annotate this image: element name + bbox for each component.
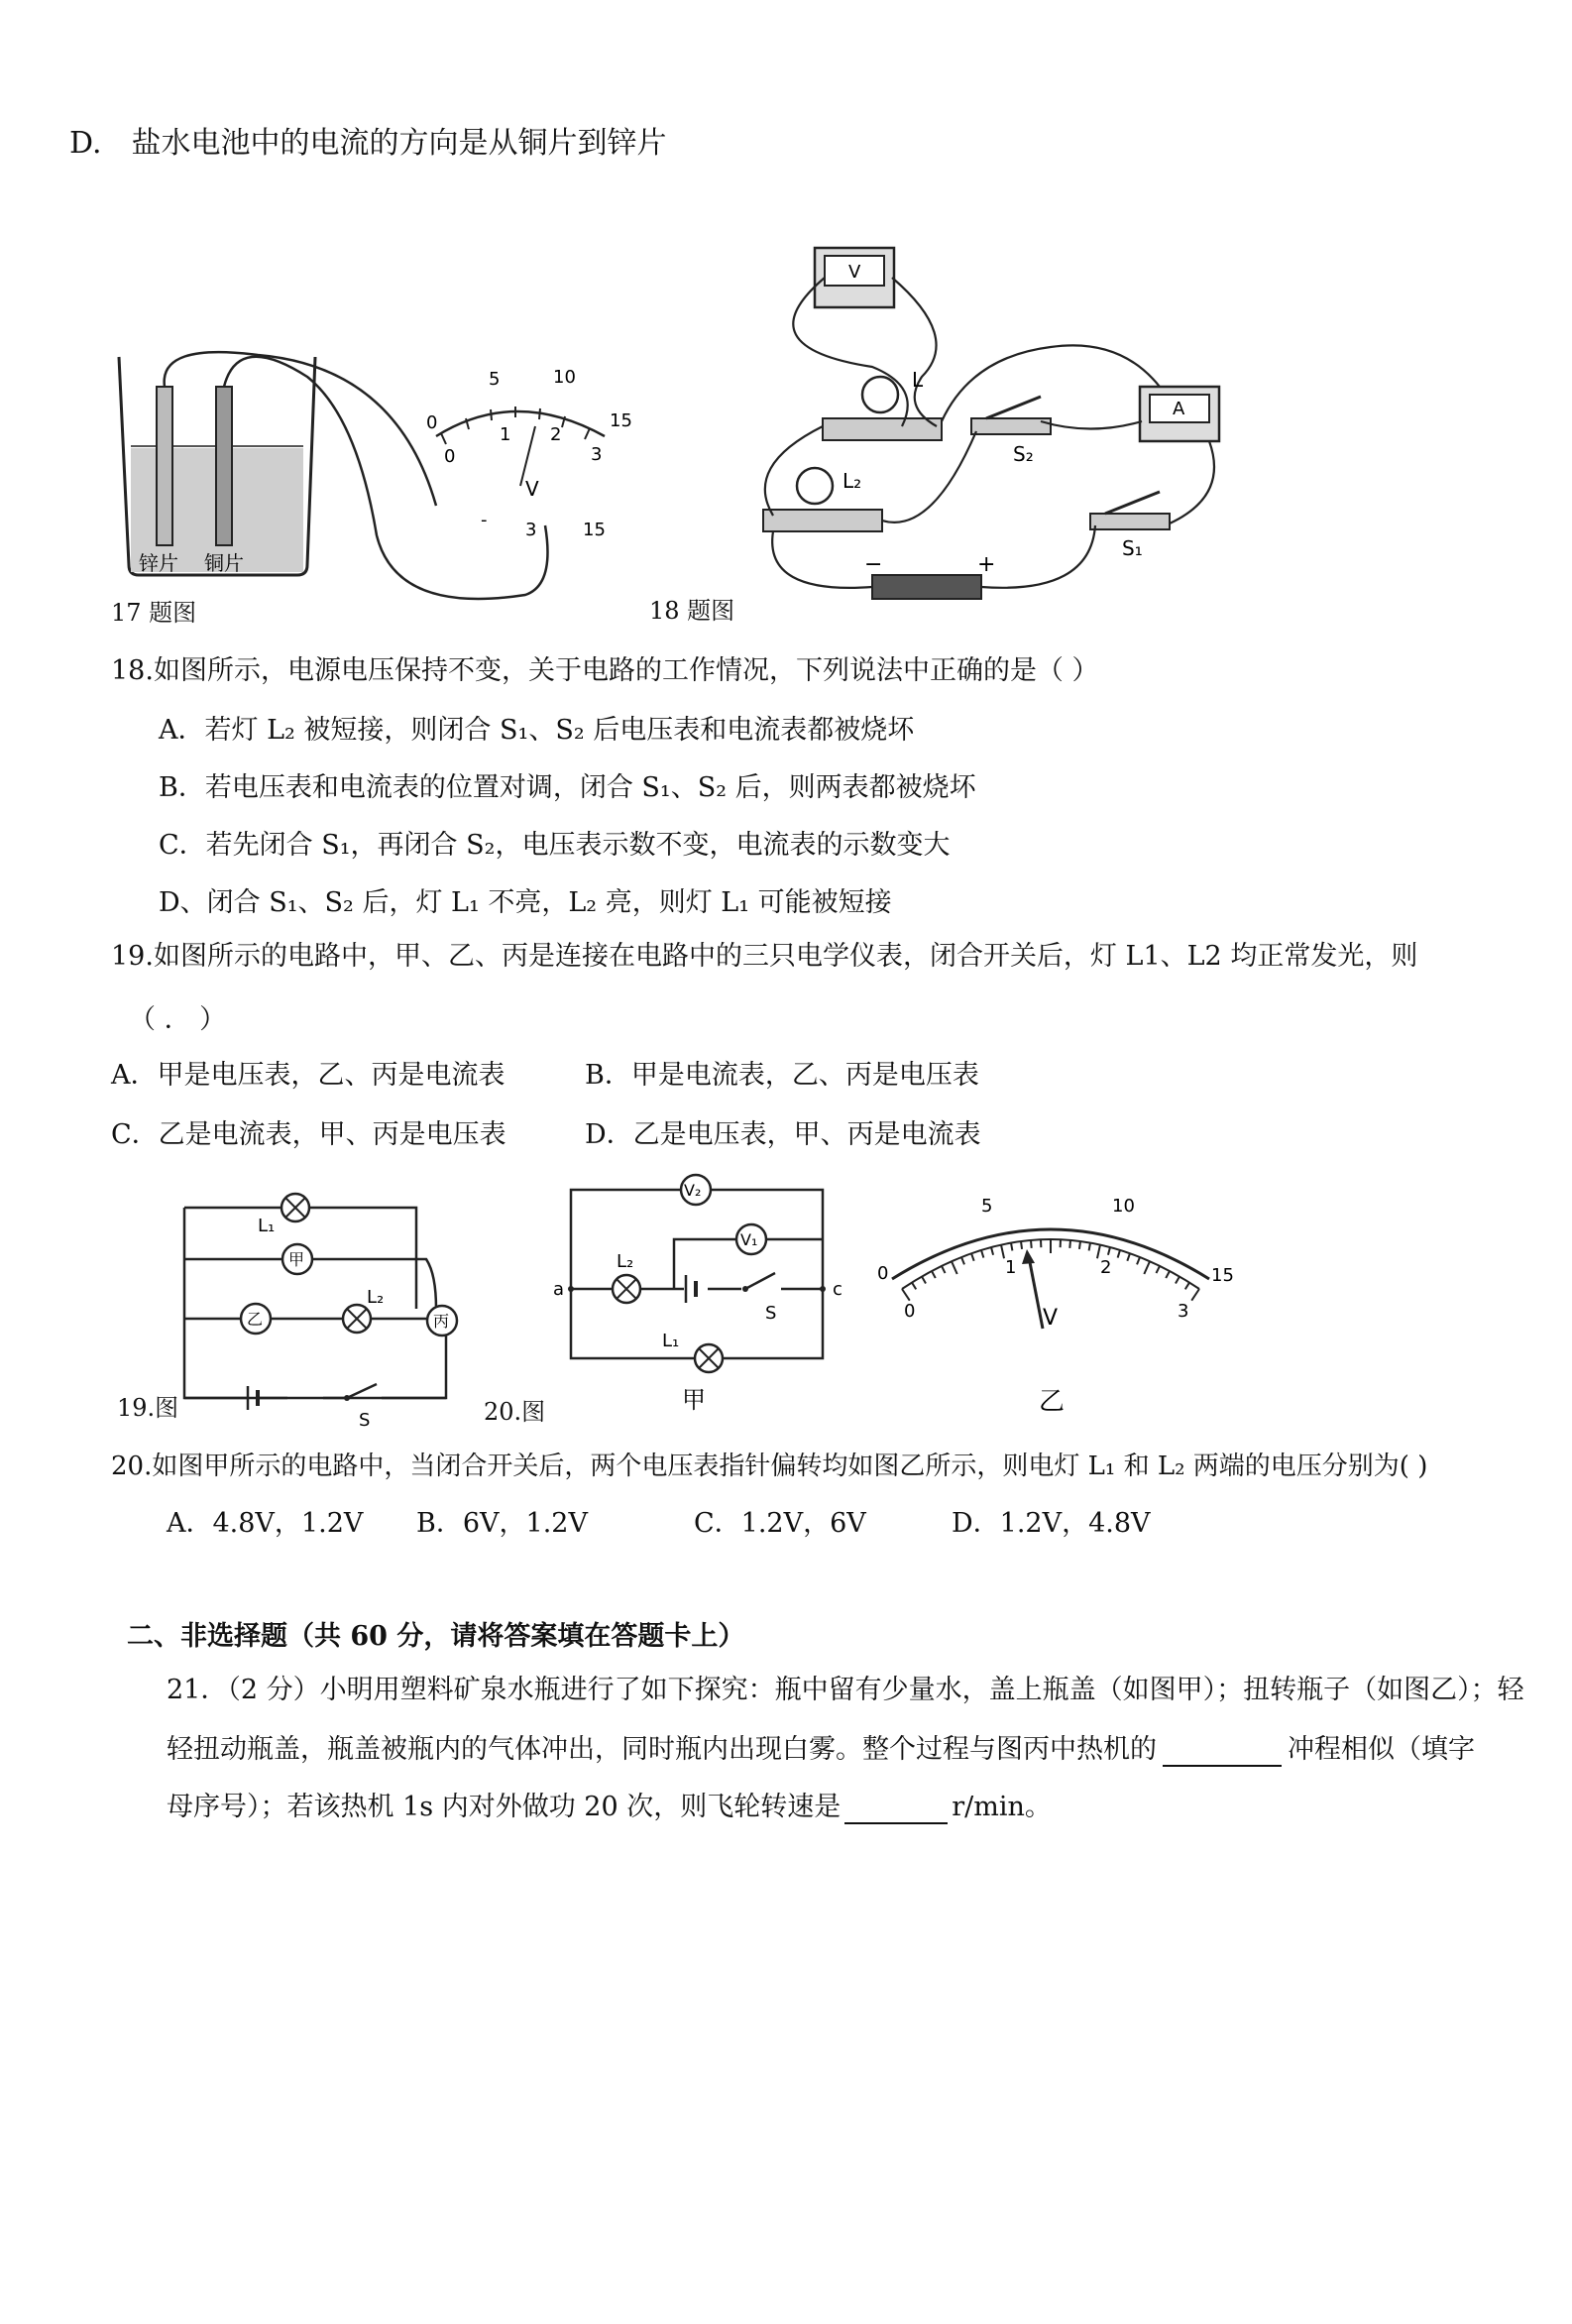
fig20-dial-tick xyxy=(1031,1240,1032,1248)
fig17-scale-bottom-1: 1 xyxy=(500,424,511,445)
fig20-yi-label: 乙 xyxy=(1039,1387,1066,1417)
fig20-dial-tick xyxy=(1156,1266,1160,1273)
q20-option-b: B．6V，1.2V xyxy=(416,1508,588,1539)
fig19-caption: 19.图 xyxy=(117,1394,179,1422)
q18-stem: 18.如图所示，电源电压保持不变，关于电路的工作情况，下列说法中正确的是（ ） xyxy=(111,655,1099,686)
fig20-dial-tick xyxy=(1127,1253,1130,1261)
fig20-dial-tick xyxy=(1166,1271,1170,1278)
fig20-a-label: a xyxy=(553,1279,565,1300)
fig17-terminal-3: 3 xyxy=(525,520,537,540)
fig20-meter-v: V xyxy=(1043,1306,1059,1331)
fig20-scale-bottom-2: 2 xyxy=(1100,1257,1112,1278)
fig20-c-label: c xyxy=(833,1279,842,1300)
q19-option-b: B．甲是电流表，乙、丙是电压表 xyxy=(585,1060,979,1091)
fig17-scale-top-0: 0 xyxy=(426,412,438,433)
fig20-dial-tick xyxy=(1021,1241,1022,1249)
fig20-dial-tick xyxy=(1089,1243,1090,1251)
q20-option-a: A．4.8V，1.2V xyxy=(167,1508,364,1539)
q20-stem: 20.如图甲所示的电路中，当闭合开关后，两个电压表指针偏转均如图乙所示，则电灯 L₁ 和 L₂ 两端的电压分别为( ) xyxy=(111,1452,1428,1481)
q21-line1: 21．（2 分）小明用塑料矿泉水瓶进行了如下探究：瓶中留有少量水，盖上瓶盖（如图甲）；扭转瓶子（如图乙）；轻 xyxy=(167,1675,1524,1705)
fig17-terminal-15: 15 xyxy=(583,520,606,540)
fig20-scale-bottom-1: 1 xyxy=(1005,1257,1017,1278)
fig20-dial-tick xyxy=(1191,1289,1199,1301)
fig20-dial-tick xyxy=(1108,1247,1110,1255)
fig18-caption: 18 题图 xyxy=(649,597,735,625)
q20-option-d: D．1.2V，4.8V xyxy=(952,1508,1151,1539)
fig20-dial-tick xyxy=(1069,1240,1070,1248)
q21-line2-text-a: 轻扭动瓶盖，瓶盖被瓶内的气体冲出，同时瓶内出现白雾。整个过程与图丙中热机的 xyxy=(167,1734,1157,1765)
fig20-dial-tick xyxy=(932,1271,936,1278)
fig19-jia-label: 甲 xyxy=(288,1250,305,1269)
fig20-dial-tick xyxy=(1118,1250,1120,1258)
fig20-dial-tick xyxy=(922,1277,926,1284)
fig17-scale-bottom-3: 3 xyxy=(591,444,603,465)
fig19-circuit xyxy=(149,1180,466,1431)
fig20-dial-tick xyxy=(971,1253,974,1261)
fig18-l1-label: L xyxy=(912,368,924,392)
fig20-scale-bottom-3: 3 xyxy=(1178,1301,1189,1322)
fig20-yi-dial xyxy=(872,1190,1234,1428)
fig17-zinc-label: 锌片 xyxy=(139,551,178,575)
fig20-v1-label: V₁ xyxy=(740,1230,758,1249)
fig17-copper-label: 铜片 xyxy=(204,551,244,575)
fig17-scale-bottom-0: 0 xyxy=(444,446,456,467)
q18-option-c: C．若先闭合 S₁，再闭合 S₂，电压表示数不变，电流表的示数变大 xyxy=(159,830,951,861)
fig20-dial-tick xyxy=(991,1247,993,1255)
fig17-terminal-minus: - xyxy=(481,510,488,530)
q19-stem-line1: 19.如图所示的电路中，甲、乙、丙是连接在电路中的三只电学仪表，闭合开关后，灯 L1、L2 均正常发光，则 xyxy=(111,941,1418,972)
fig20-dial-tick xyxy=(961,1257,964,1264)
fig17-meter-v: V xyxy=(525,477,539,501)
fig20-scale-top-0: 0 xyxy=(877,1263,889,1284)
fig19-s-label: S xyxy=(359,1410,371,1431)
fig20-scale-top-5: 5 xyxy=(981,1196,993,1217)
fig20-dial-tick xyxy=(1176,1277,1179,1284)
fig18-s2-label: S₂ xyxy=(1013,442,1034,466)
fig20-scale-top-10: 10 xyxy=(1112,1196,1135,1217)
fig20-jia-label: 甲 xyxy=(682,1386,706,1414)
q21-blank-stroke[interactable] xyxy=(1163,1739,1282,1767)
q21-line2 xyxy=(167,1733,1475,1767)
q21-line3-text-b: r/min。 xyxy=(952,1792,1052,1822)
fig20-dial-tick xyxy=(1001,1245,1004,1259)
q21-blank-speed[interactable] xyxy=(844,1797,948,1824)
q19-option-d: D．乙是电压表，甲、丙是电流表 xyxy=(585,1119,981,1150)
q19-option-a: A．甲是电压表，乙、丙是电流表 xyxy=(111,1060,505,1091)
q20-option-c: C．1.2V，6V xyxy=(694,1508,866,1539)
fig20-caption: 20.图 xyxy=(484,1398,546,1426)
fig18-battery-minus: − xyxy=(864,552,883,577)
q18-option-d: D、闭合 S₁、S₂ 后，灯 L₁ 不亮，L₂ 亮，则灯 L₁ 可能被短接 xyxy=(159,887,892,918)
fig20-scale-bottom-0: 0 xyxy=(904,1301,916,1322)
fig17-scale-top-15: 15 xyxy=(610,410,632,431)
fig20-dial-tick xyxy=(1144,1261,1150,1274)
q18-option-b: B．若电压表和电流表的位置对调，闭合 S₁、S₂ 后，则两表都被烧坏 xyxy=(159,772,976,803)
section2-heading: 二、非选择题（共 60 分，请将答案填在答题卡上） xyxy=(127,1621,745,1652)
fig18-circuit xyxy=(753,238,1249,615)
fig20-s-label: S xyxy=(765,1303,777,1324)
fig18-battery-plus: + xyxy=(977,552,996,577)
fig20-dial-tick xyxy=(1137,1257,1140,1264)
fig18-l2-label: L₂ xyxy=(842,469,862,493)
svg-text:A: A xyxy=(1173,399,1185,419)
fig20-dial-tick xyxy=(981,1250,983,1258)
svg-text:V: V xyxy=(848,262,861,283)
fig20-jia-circuit xyxy=(535,1170,872,1428)
fig19-l2-label: L₂ xyxy=(367,1287,385,1308)
fig20-l1-label: L₁ xyxy=(662,1331,680,1351)
fig20-dial-tick xyxy=(1185,1283,1189,1290)
fig17-scale-bottom-2: 2 xyxy=(550,424,562,445)
fig19-yi-label: 乙 xyxy=(247,1310,264,1329)
fig18-s1-label: S₁ xyxy=(1122,536,1143,560)
fig20-dial-tick xyxy=(952,1261,957,1274)
fig19-bing-label: 丙 xyxy=(433,1312,450,1331)
fig20-dial-tick xyxy=(1079,1241,1080,1249)
fig17-battery-voltmeter xyxy=(99,337,654,625)
fig17-caption: 17 题图 xyxy=(111,599,197,627)
q17-option-d: D. 盐水电池中的电流的方向是从铜片到锌片 xyxy=(69,126,667,161)
fig20-dial-tick xyxy=(912,1283,916,1290)
fig20-scale-top-15: 15 xyxy=(1211,1265,1234,1286)
q18-option-a: A．若灯 L₂ 被短接，则闭合 S₁、S₂ 后电压表和电流表都被烧坏 xyxy=(159,715,915,746)
fig17-scale-top-5: 5 xyxy=(489,369,501,390)
q19-stem-line2: （ ． ） xyxy=(129,1004,227,1035)
fig20-dial-tick xyxy=(902,1289,910,1301)
q21-line3-text-a: 母序号）；若该热机 1s 内对外做功 20 次，则飞轮转速是 xyxy=(167,1792,842,1822)
fig17-scale-top-10: 10 xyxy=(553,367,576,388)
fig19-l1-label: L₁ xyxy=(258,1216,276,1236)
q21-line2-text-b: 冲程相似（填字 xyxy=(1288,1734,1475,1765)
fig20-v2-label: V₂ xyxy=(684,1181,702,1200)
q21-line3 xyxy=(167,1791,1052,1824)
fig20-dial-tick xyxy=(942,1266,946,1273)
q19-option-c: C．乙是电流表，甲、丙是电压表 xyxy=(111,1119,506,1150)
fig20-dial-tick xyxy=(1011,1243,1012,1251)
fig20-l2-label: L₂ xyxy=(617,1251,634,1272)
